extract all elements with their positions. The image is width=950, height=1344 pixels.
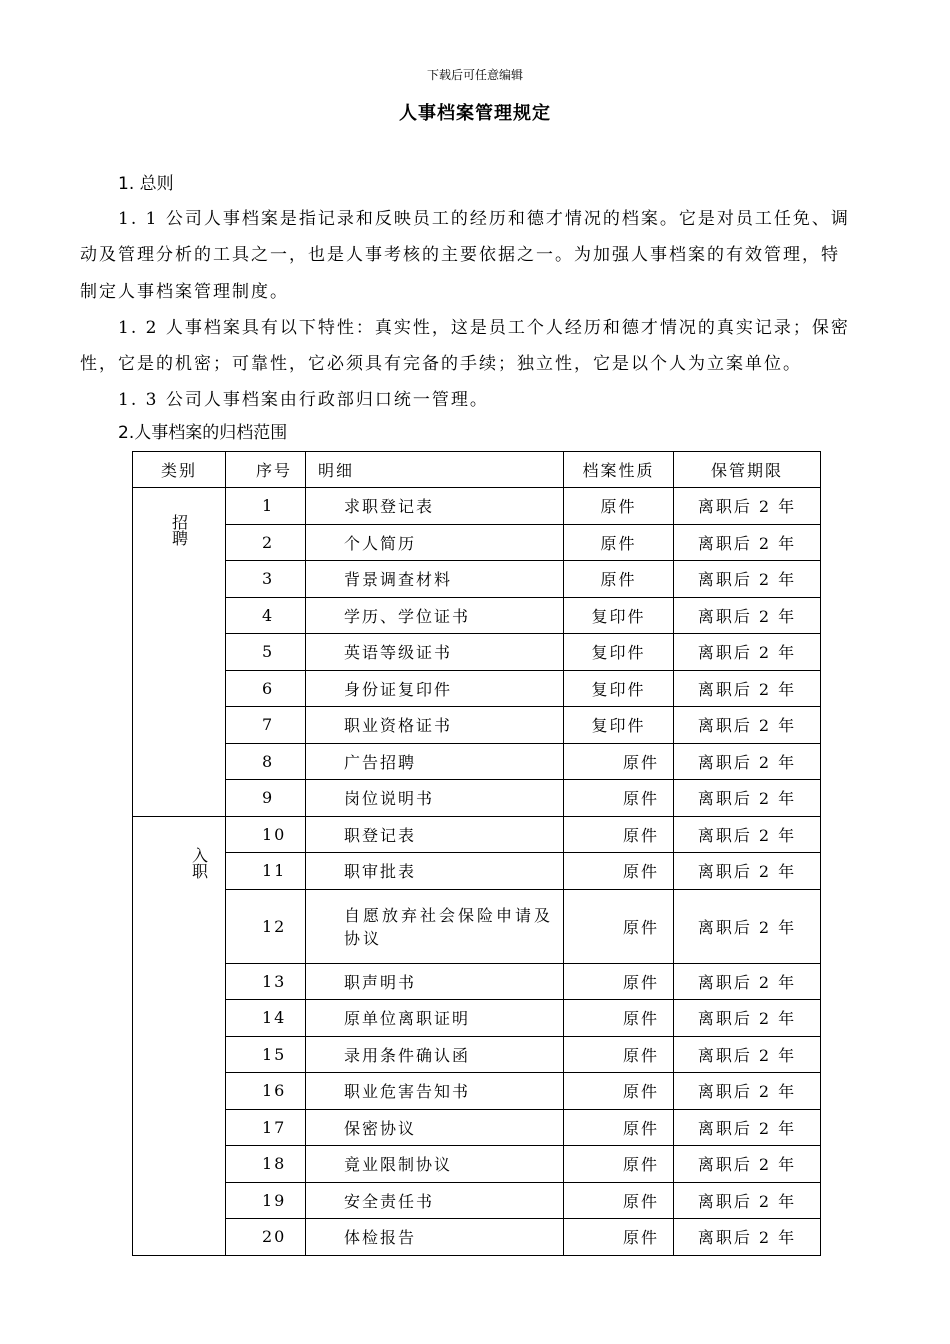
row-number: 4 xyxy=(226,597,306,634)
row-number: 2 xyxy=(226,524,306,561)
table-row xyxy=(133,1146,821,1183)
row-retention: 离职后 2 年 xyxy=(674,1109,821,1146)
row-detail: 体检报告 xyxy=(306,1219,564,1256)
paragraph-line: 动及管理分析的工具之一，也是人事考核的主要依据之一。为加强人事档案的有效管理，特 xyxy=(80,245,840,265)
row-number: 18 xyxy=(226,1146,306,1183)
table-row xyxy=(133,963,821,1000)
category-cell xyxy=(133,816,226,1255)
row-detail: 职审批表 xyxy=(306,853,564,890)
table-row xyxy=(133,488,821,525)
table-row xyxy=(133,816,821,853)
row-number: 15 xyxy=(226,1036,306,1073)
row-detail: 原单位离职证明 xyxy=(306,1000,564,1037)
row-number: 20 xyxy=(226,1219,306,1256)
row-nature: 原件 xyxy=(564,1000,674,1037)
row-retention: 离职后 2 年 xyxy=(674,1182,821,1219)
row-detail: 求职登记表 xyxy=(306,488,564,525)
row-nature: 原件 xyxy=(564,780,674,817)
row-nature: 原件 xyxy=(564,743,674,780)
row-detail: 职业资格证书 xyxy=(306,707,564,744)
row-retention: 离职后 2 年 xyxy=(674,597,821,634)
header-note: 下载后可任意编辑 xyxy=(426,68,523,82)
row-nature: 原件 xyxy=(564,1036,674,1073)
row-number: 8 xyxy=(226,743,306,780)
table-row xyxy=(133,670,821,707)
row-nature: 原件 xyxy=(564,889,674,963)
row-nature: 原件 xyxy=(564,561,674,598)
row-number: 9 xyxy=(226,780,306,817)
row-number: 5 xyxy=(226,634,306,671)
row-retention: 离职后 2 年 xyxy=(674,780,821,817)
table-row xyxy=(133,597,821,634)
row-detail: 录用条件确认函 xyxy=(306,1036,564,1073)
row-detail: 职登记表 xyxy=(306,816,564,853)
row-nature: 原件 xyxy=(564,524,674,561)
row-nature: 原件 xyxy=(564,1146,674,1183)
row-number: 14 xyxy=(226,1000,306,1037)
row-retention: 离职后 2 年 xyxy=(674,1036,821,1073)
row-nature: 原件 xyxy=(564,853,674,890)
row-retention: 离职后 2 年 xyxy=(674,816,821,853)
header-category: 类别 xyxy=(133,452,226,488)
document-title: 人事档案管理规定 xyxy=(399,103,551,124)
row-detail: 广告招聘 xyxy=(306,743,564,780)
row-detail: 岗位说明书 xyxy=(306,780,564,817)
table-row xyxy=(133,743,821,780)
row-nature: 原件 xyxy=(564,1109,674,1146)
table-row xyxy=(133,1073,821,1110)
table-row xyxy=(133,853,821,890)
row-retention: 离职后 2 年 xyxy=(674,1073,821,1110)
row-detail: 自愿放弃社会保险申请及协议 xyxy=(306,889,564,963)
row-retention: 离职后 2 年 xyxy=(674,634,821,671)
table-row xyxy=(133,1219,821,1256)
row-detail: 保密协议 xyxy=(306,1109,564,1146)
row-nature: 复印件 xyxy=(564,597,674,634)
table-row xyxy=(133,889,821,963)
row-retention: 离职后 2 年 xyxy=(674,707,821,744)
row-nature: 原件 xyxy=(564,963,674,1000)
paragraph-line: 性，它是的机密；可靠性，它必须具有完备的手续；独立性，它是以个人为立案单位。 xyxy=(80,354,802,374)
table-row xyxy=(133,1182,821,1219)
category-cell xyxy=(133,488,226,817)
table-row xyxy=(133,1109,821,1146)
row-nature: 原件 xyxy=(564,1219,674,1256)
paragraph-line: 1. 3 公司人事档案由行政部归口统一管理。 xyxy=(118,390,489,410)
row-retention: 离职后 2 年 xyxy=(674,524,821,561)
row-detail: 职业危害告知书 xyxy=(306,1073,564,1110)
archive-scope-table xyxy=(132,451,819,1256)
row-nature: 原件 xyxy=(564,1182,674,1219)
section-2-heading: 2.人事档案的归档范围 xyxy=(118,423,288,443)
table-row xyxy=(133,707,821,744)
row-number: 6 xyxy=(226,670,306,707)
row-retention: 离职后 2 年 xyxy=(674,1146,821,1183)
row-number: 1 xyxy=(226,488,306,525)
row-nature: 复印件 xyxy=(564,707,674,744)
table-row xyxy=(133,1036,821,1073)
row-number: 13 xyxy=(226,963,306,1000)
row-nature: 复印件 xyxy=(564,670,674,707)
row-detail: 竟业限制协议 xyxy=(306,1146,564,1183)
row-detail: 背景调查材料 xyxy=(306,561,564,598)
row-retention: 离职后 2 年 xyxy=(674,1219,821,1256)
row-retention: 离职后 2 年 xyxy=(674,853,821,890)
row-number: 17 xyxy=(226,1109,306,1146)
table-row xyxy=(133,780,821,817)
row-nature: 复印件 xyxy=(564,634,674,671)
row-retention: 离职后 2 年 xyxy=(674,561,821,598)
header-detail: 明细 xyxy=(306,452,564,488)
paragraph-line: 1. 1 公司人事档案是指记录和反映员工的经历和德才情况的档案。它是对员工任免、调 xyxy=(118,209,850,229)
row-detail: 英语等级证书 xyxy=(306,634,564,671)
row-detail: 学历、学位证书 xyxy=(306,597,564,634)
row-detail: 职声明书 xyxy=(306,963,564,1000)
header-number: 序号 xyxy=(226,452,306,488)
row-number: 7 xyxy=(226,707,306,744)
row-retention: 离职后 2 年 xyxy=(674,488,821,525)
row-detail: 安全责任书 xyxy=(306,1182,564,1219)
paragraph-line: 制定人事档案管理制度。 xyxy=(80,282,289,302)
row-retention: 离职后 2 年 xyxy=(674,889,821,963)
row-nature: 原件 xyxy=(564,1073,674,1110)
category-label: 招聘 xyxy=(169,514,189,546)
section-1-heading: 1. 总则 xyxy=(118,174,174,194)
row-detail: 个人简历 xyxy=(306,524,564,561)
table-row xyxy=(133,1000,821,1037)
row-number: 3 xyxy=(226,561,306,598)
row-number: 16 xyxy=(226,1073,306,1110)
category-label: 入职 xyxy=(189,846,209,879)
row-detail: 身份证复印件 xyxy=(306,670,564,707)
row-number: 12 xyxy=(226,889,306,963)
row-number: 10 xyxy=(226,816,306,853)
table-header-row xyxy=(133,452,821,488)
table-row xyxy=(133,634,821,671)
header-nature: 档案性质 xyxy=(564,452,674,488)
row-nature: 原件 xyxy=(564,816,674,853)
row-retention: 离职后 2 年 xyxy=(674,963,821,1000)
row-retention: 离职后 2 年 xyxy=(674,743,821,780)
row-retention: 离职后 2 年 xyxy=(674,670,821,707)
paragraph-line: 1. 2 人事档案具有以下特性：真实性，这是员工个人经历和德才情况的真实记录；保密 xyxy=(118,318,850,338)
row-retention: 离职后 2 年 xyxy=(674,1000,821,1037)
table-row xyxy=(133,524,821,561)
table-row xyxy=(133,561,821,598)
row-number: 11 xyxy=(226,853,306,890)
row-number: 19 xyxy=(226,1182,306,1219)
row-nature: 原件 xyxy=(564,488,674,525)
header-retention: 保管期限 xyxy=(674,452,821,488)
